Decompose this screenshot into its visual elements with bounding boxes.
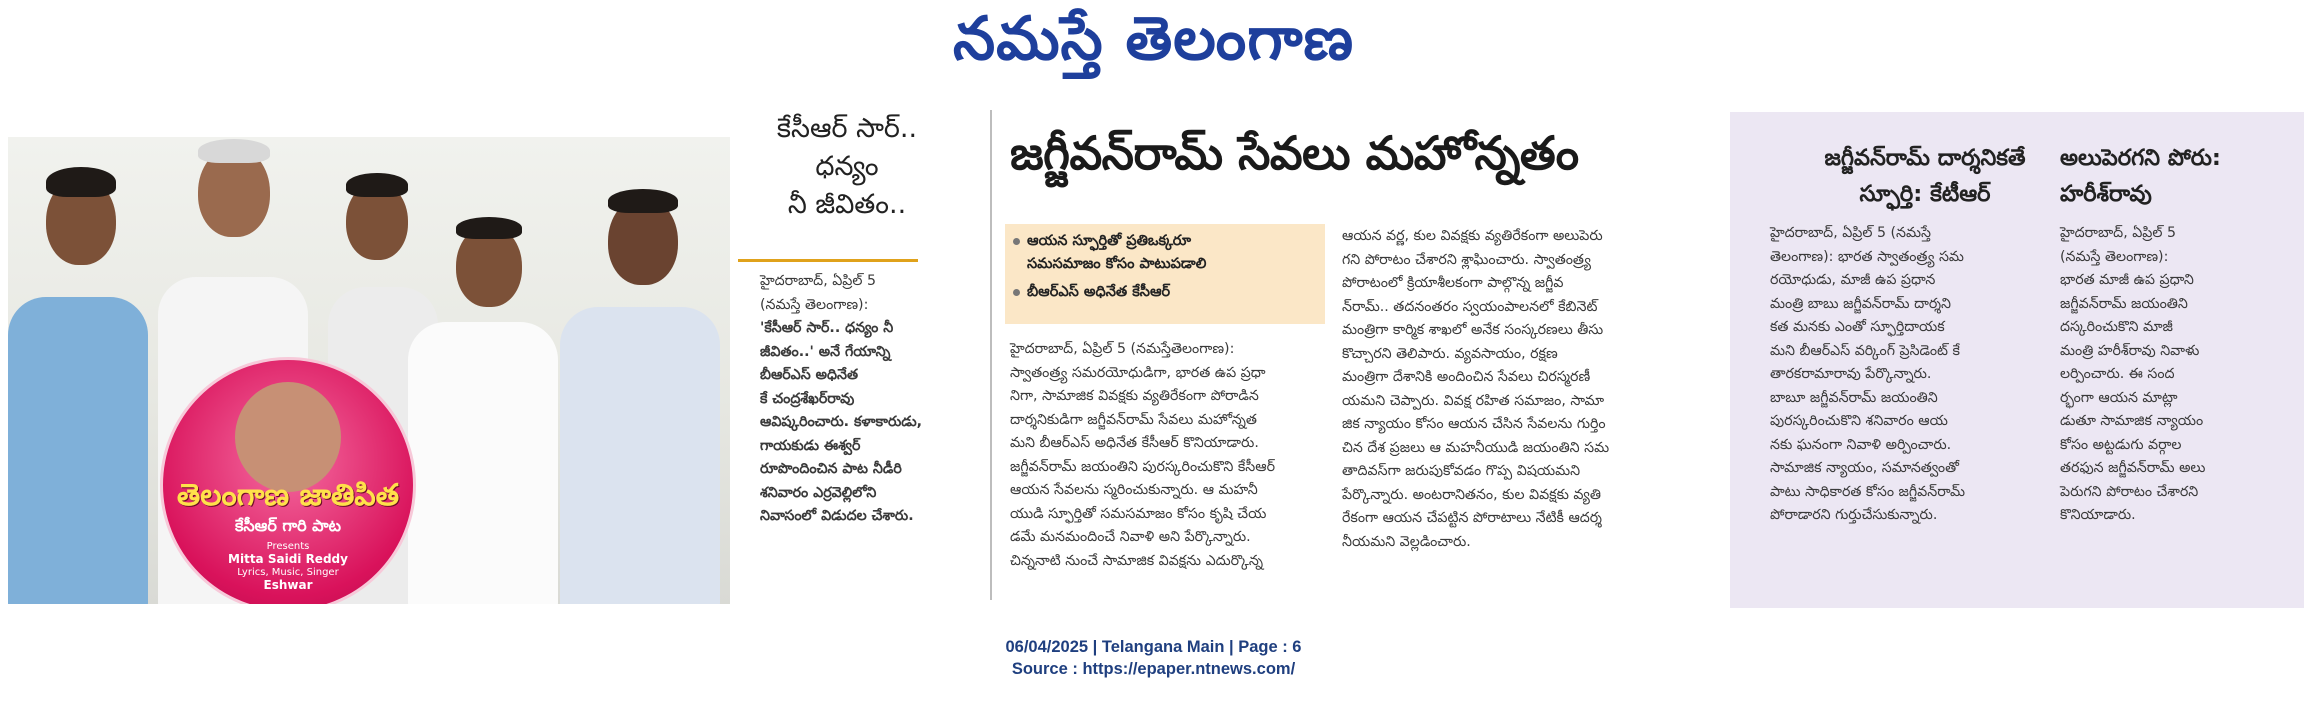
- sidebar-headline-line: కేసీఆర్ సార్..: [776, 113, 918, 144]
- headline-line: అలుపెరగని పోరు:: [2060, 145, 2221, 171]
- body-line: శనివారం ఎర్రవెల్లిలోని: [760, 484, 877, 501]
- body-line: గాయకుడు ఈశ్వర్: [760, 437, 861, 454]
- masthead-title: నమస్తే తెలంగాణ: [952, 4, 1355, 74]
- body-line: రేకంగా ఆయన చేపట్టిన పోరాటాలు నేటికీ ఆదర్శ: [1342, 510, 1603, 526]
- headline-line: హరీశ్‌రావు: [2060, 181, 2152, 207]
- body-line: నిగా, సామాజిక వివక్షకు వ్యతిరేకంగా పోరాడిన: [1010, 388, 1259, 404]
- body-line: చిన దేశ ప్రజలు ఆ మహనీయుడి జయంతిని సమ: [1342, 439, 1610, 456]
- body-line: చిన్ననాటి నుంచే సామాజిక వివక్షను ఎదుర్కొన్న: [1010, 552, 1264, 569]
- highlight-text: బీఆర్ఎస్ అధినేత కేసీఆర్: [1027, 284, 1171, 300]
- sidebar-accent-rule: [738, 259, 918, 262]
- side-panel: [1730, 112, 2304, 608]
- body-line: రయోధుడు, మాజీ ఉప ప్రధాన: [1770, 272, 1936, 288]
- disc-credit-line: Mitta Saidi Reddy: [228, 552, 348, 566]
- disc-credits: [163, 540, 413, 592]
- highlight-item: [1027, 281, 1170, 304]
- body-line: గని పోరాటం చేశారని శ్లాఘించారు. స్వాతంత్ర్య: [1342, 251, 1591, 268]
- body-line: దస్కరించుకొని మాజీ: [2060, 319, 2173, 335]
- body-line: మని బీఆర్ఎస్ అధినేత కేసీఆర్ కొనియాడారు.: [1010, 435, 1259, 451]
- body-line: తారకరామారావు పేర్కొన్నారు.: [1770, 366, 1932, 382]
- highlight-text: ఆయన స్ఫూర్తితో ప్రతిఒక్కరూ: [1027, 233, 1192, 249]
- body-line: పురస్కరించుకొని శనివారం ఆయ: [1770, 413, 1948, 429]
- body-line: హైదరాబాద్, ఏప్రిల్ 5 (నమస్తే: [1770, 225, 1931, 241]
- body-line: జగ్జీవన్‌రామ్ జయంతిని: [2060, 295, 2188, 312]
- news-photo: [8, 137, 730, 604]
- disc-subtitle: కేసీఆర్ గారి పాట: [234, 516, 342, 535]
- body-line: రూపొందించిన పాట నీడీరి: [760, 461, 902, 477]
- body-line: కొనియాడారు.: [2060, 507, 2136, 523]
- body-line: 'కేసీఆర్ సార్.. ధన్యం నీ: [760, 320, 894, 336]
- disc-credit-line: Eshwar: [263, 578, 313, 592]
- body-line: మని బీఆర్ఎస్ వర్కింగ్ ప్రెసిడెంట్ కే: [1770, 342, 1960, 359]
- main-headline: జగ్జీవన్‌రామ్ సేవలు మహోన్నతం: [1010, 126, 1579, 180]
- album-disc: [160, 357, 416, 604]
- body-line: మంత్రి హరీశ్‌రావు నివాళు: [2060, 342, 2200, 359]
- highlight-item: [1027, 253, 1206, 276]
- body-line: తరఫున జగ్జీవన్‌రామ్ అలు: [2060, 460, 2206, 476]
- sidebar-headline-line: ధన్యం: [815, 151, 879, 182]
- body-line: యమని చెప్పారు. వివక్ష రహిత సమాజం, సామా: [1342, 392, 1605, 409]
- body-line: యుడి స్ఫూర్తితో సమసమాజం కోసం కృషి చేయ: [1010, 505, 1267, 522]
- body-line: ఆయన వర్ణ, కుల వివక్షకు వ్యతిరేకంగా అలుపెరు: [1342, 228, 1603, 244]
- body-line: హైదరాబాద్, ఏప్రిల్ 5: [760, 273, 876, 289]
- disc-portrait: [235, 382, 341, 492]
- headline-line: జగ్జీవన్‌రామ్ దార్శనికతే: [1824, 145, 2026, 171]
- main-body-column-1: [1010, 338, 1340, 573]
- body-line: మంత్రిగా కార్మిక శాఖలో అనేక సంస్కరణలు తీసు: [1342, 322, 1604, 338]
- body-line: కత మనకు ఎంతో స్ఫూర్తిదాయక: [1770, 319, 1945, 335]
- body-line: లర్పించారు. ఈ సంద: [2060, 366, 2175, 382]
- footer-source-link[interactable]: Source : https://epaper.ntnews.com/: [1011, 660, 1296, 678]
- footer: [0, 636, 2307, 680]
- body-line: కొచ్చారని తెలిపారు. వ్యవసాయం, రక్షణ: [1342, 345, 1558, 362]
- body-line: సామాజిక న్యాయం, సమానత్వంతో: [1770, 460, 1959, 476]
- body-line: మంత్రిగా దేశానికి అందించిన సేవలు చిరస్మరణీ: [1342, 369, 1591, 385]
- side-story-1-headline: [1790, 140, 2060, 212]
- highlight-item: [1027, 230, 1191, 253]
- body-line: జిక న్యాయం కోసం ఆయన చేసిన సేవలను గుర్తిం: [1342, 416, 1606, 432]
- body-line: మంత్రి బాబు జగ్జీవన్‌రామ్ దార్శని: [1770, 295, 1951, 312]
- body-line: డుతూ సామాజిక న్యాయం: [2060, 413, 2204, 429]
- main-body-column-2: [1342, 225, 1687, 554]
- body-line: ఆవిష్కరించారు. కళాకారుడు,: [760, 414, 923, 430]
- highlight-text: సమసమాజం కోసం పాటుపడాలి: [1027, 256, 1207, 272]
- body-line: స్వాతంత్ర్య సమరయోధుడిగా, భారత ఉప ప్రధా: [1010, 364, 1266, 381]
- body-line: పెరుగని పోరాటం చేశారని: [2060, 483, 2199, 500]
- body-line: బాబూ జగ్జీవన్‌రామ్ జయంతిని: [1770, 389, 1938, 406]
- body-line: తెలంగాణ): భారత స్వాతంత్ర్య సమ: [1770, 248, 1964, 265]
- body-line: కే చంద్రశేఖర్‌రావు: [760, 390, 855, 407]
- body-line: పేర్కొన్నారు. అంటరానితనం, కుల వివక్షకు వ్యతి: [1342, 486, 1601, 503]
- body-line: జీవితం..' అనే గేయాన్ని: [760, 343, 891, 360]
- body-line: నీయమని వెల్లడించారు.: [1342, 533, 1471, 550]
- body-line: హైదరాబాద్, ఏప్రిల్ 5: [2060, 225, 2176, 241]
- body-line: ఆయన సేవలను స్మరించుకున్నారు. ఆ మహనీ: [1010, 482, 1258, 498]
- body-line: హైదరాబాద్, ఏప్రిల్ 5 (నమస్తేతెలంగాణ):: [1010, 341, 1235, 357]
- body-line: దార్శనికుడిగా జగ్జీవన్‌రామ్ సేవలు మహోన్నత: [1010, 411, 1257, 428]
- disc-credit-line: Presents: [266, 541, 310, 552]
- body-line: పోరాడారని గుర్తుచేసుకున్నారు.: [1770, 507, 1938, 523]
- body-line: భారత మాజీ ఉప ప్రధాని: [2060, 272, 2194, 288]
- body-line: న్‌రామ్.. తదనంతరం స్వయంపాలనలో కేబినెట్: [1342, 298, 1598, 315]
- bullet-icon: [1013, 238, 1020, 245]
- body-line: కోసం అట్టడుగు వర్గాల: [2060, 436, 2182, 453]
- highlight-box: [1005, 224, 1325, 324]
- body-line: నకు ఘనంగా నివాళి అర్పించారు.: [1770, 436, 1952, 453]
- column-divider: [990, 110, 992, 600]
- footer-date-page: 06/04/2025 | Telangana Main | Page : 6: [1005, 638, 1302, 656]
- side-story-2-body: [2060, 222, 2290, 528]
- body-line: (నమస్తే తెలంగాణ):: [2060, 248, 2169, 265]
- body-line: తాదివస్‌గా జరుపుకోవడం గొప్ప విషయమని: [1342, 463, 1581, 479]
- body-line: జగ్జీవన్‌రామ్ జయంతిని పురస్కరించుకొని కేసీఆర్: [1010, 458, 1276, 475]
- bullet-icon: [1013, 289, 1020, 296]
- body-line: నివాసంలో విడుదల చేశారు.: [760, 508, 914, 524]
- side-story-1-body: [1770, 222, 2048, 528]
- disc-credit-line: Lyrics, Music, Singer: [237, 567, 339, 578]
- body-line: (నమస్తే తెలంగాణ):: [760, 296, 869, 313]
- sidebar-headline-line: నీ జీవితం..: [787, 189, 907, 220]
- sidebar-body: [760, 270, 985, 529]
- sidebar-headline: [742, 110, 952, 224]
- body-line: డమే మనమందించే నివాళి అని పేర్కొన్నారు.: [1010, 529, 1251, 545]
- body-line: ర్భంగా ఆయన మాట్లా: [2060, 389, 2178, 406]
- headline-line: స్ఫూర్తి: కేటీఆర్: [1859, 181, 1991, 207]
- side-story-2-headline: [2060, 140, 2300, 212]
- body-line: బీఆర్ఎస్ అధినేత: [760, 367, 859, 383]
- body-line: పోరాటంలో క్రియాశీలకంగా పాల్గొన్న జగ్జీవ: [1342, 275, 1564, 291]
- body-line: పాటు సాధికారత కోసం జగ్జీవన్‌రామ్: [1770, 483, 1966, 500]
- disc-title: తెలంగాణ జాతిపిత: [176, 478, 400, 513]
